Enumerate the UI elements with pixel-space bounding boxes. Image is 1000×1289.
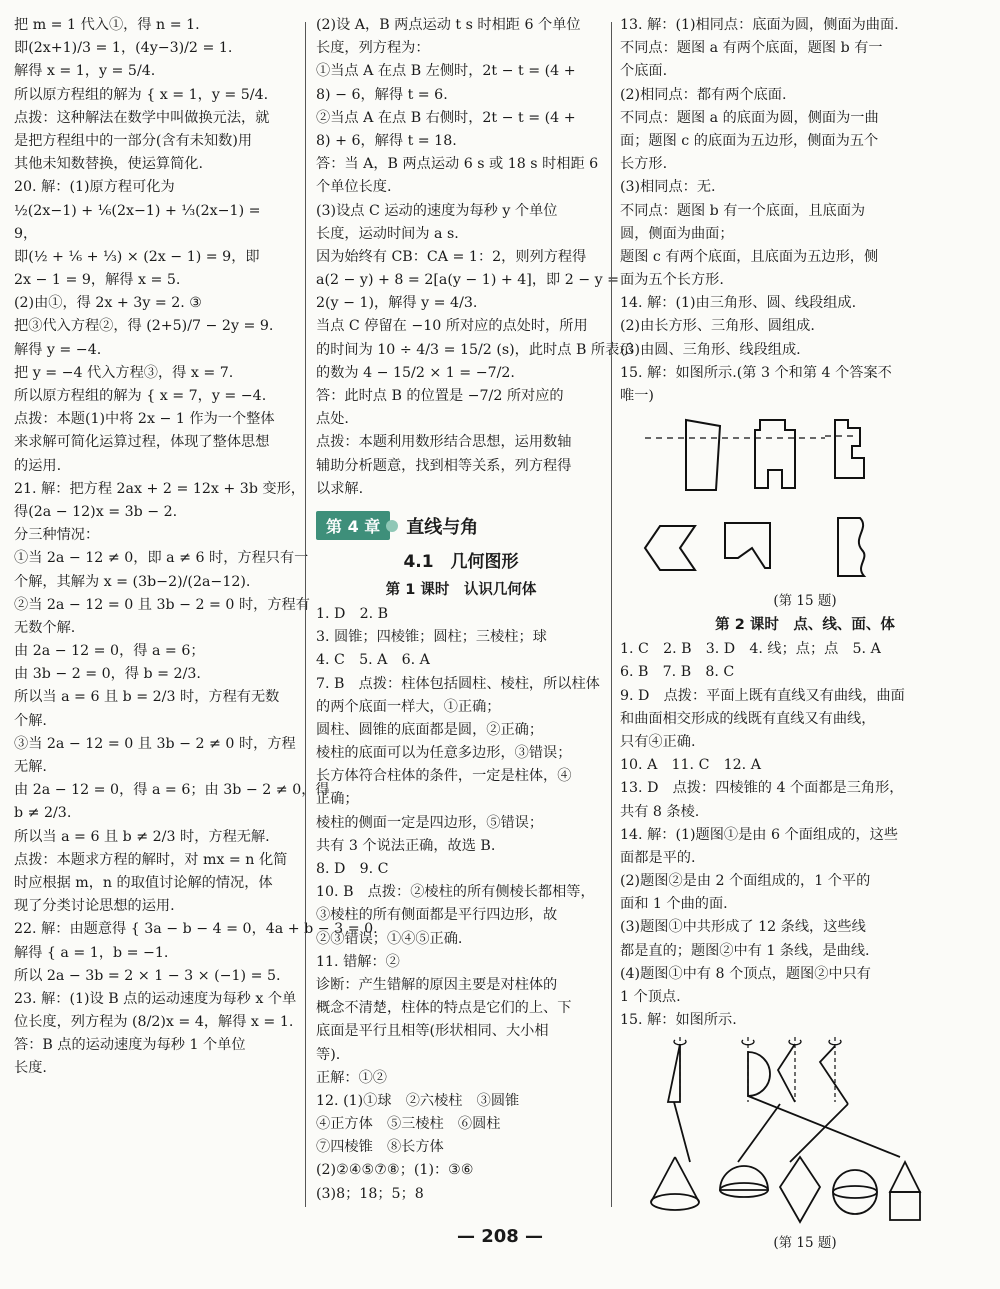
text-line: 圆柱、圆锥的底面都是圆，②正确； [316,721,544,738]
text-line: 点拨：本题求方程的解时，对 mx = n 化简 [14,851,288,868]
text-line: 14. 解：(1)由三角形、圆、线段组成. [620,295,857,312]
text-line: ②③错误；①④⑤正确. [316,930,463,947]
text-line: 个底面. [620,63,668,80]
text-line: 分三种情况： [14,527,100,544]
text-line: 所以当 a = 6 且 b ≠ 2/3 时，方程无解. [14,828,270,845]
text-line: ⑦四棱锥 ⑧长方体 [316,1139,444,1156]
text-line: 13. 解：(1)相同点：底面为圆，侧面为曲面. [620,17,899,33]
text-line: ½(2x−1) + ⅙(2x−1) + ⅓(2x−1) = [14,202,261,219]
text-line: 无解. [14,759,47,775]
text-line: (3)设点 C 运动的速度为每秒 y 个单位 [316,202,558,219]
text-line: ④正方体 ⑤三棱柱 ⑥圆柱 [316,1116,501,1133]
text-line: 1. D 2. B [316,605,389,622]
text-line: 圆，侧面为曲面； [620,225,734,242]
text-line: 把③代入方程②，得 (2+5)/7 − 2y = 9. [14,318,274,335]
text-line: 不同点：题图 a 的底面为圆，侧面为一曲 [620,109,879,126]
text-line: 2(y − 1)，解得 y = 4/3. [316,295,478,312]
text-line: ②当 2a − 12 = 0 且 3b − 2 = 0 时，方程有 [14,596,310,613]
column-right [620,14,990,1254]
text-line: 即(½ + ⅙ + ⅓) × (2x − 1) = 9，即 [14,248,260,265]
text-line: 23. 解：(1)设 B 点的运动速度为每秒 x 个单 [14,990,297,1007]
text-line: 7. B 点拨：柱体包括圆柱、棱柱，所以柱体 [316,675,600,692]
column-divider [611,22,612,1207]
text-line: 把 y = −4 代入方程③，得 x = 7. [14,364,234,381]
text-line: 长度. [14,1060,47,1077]
text-line: (2)相同点：都有两个底面. [620,86,787,103]
text-line: 面和 1 个曲的面. [620,896,728,913]
text-line: (2)②④⑤⑦⑧；(1)：③⑥ [316,1162,474,1179]
figure-15-views [620,408,990,590]
figure-caption: (第 15 题) [773,593,837,610]
text-line: 因为始终有 CB：CA = 1：2，则列方程得 [316,248,587,265]
text-line: 8) + 6，解得 t = 18. [316,132,457,149]
text-line: 正确； [316,791,359,808]
text-line: 共有 8 条棱. [620,803,700,820]
text-line: 不同点：题图 b 有一个底面，且底面为 [620,202,866,219]
text-line: 1 个顶点. [620,989,681,1005]
text-line: a(2 − y) + 8 = 2[a(y − 1) + 4]，即 2 − y = [316,272,620,289]
text-line: 棱柱的底面可以为任意多边形，③错误； [316,745,572,762]
text-line: 等). [316,1046,341,1063]
chapter-title: 直线与角 [406,516,479,538]
text-line: 解得 { a = 1，b = −1. [14,944,169,961]
text-line: 答：此时点 B 的位置是 −7/2 所对应的 [316,388,564,404]
text-line: 概念不清楚，柱体的特点是它们的上、下 [316,1000,572,1017]
text-line: (3)题图①中共形成了 12 条线，这些线 [620,919,866,936]
text-line: 长方形. [620,156,668,173]
text-line: (3)相同点：无. [620,179,716,196]
text-line: 现了分类讨论思想的运用. [14,898,175,915]
text-line: b ≠ 2/3. [14,805,72,822]
text-line: 长方体符合柱体的条件，一定是柱体，④ [316,768,572,785]
text-line: 个解. [14,712,47,729]
text-line: 即(2x+1)/3 = 1，(4y−3)/2 = 1. [14,40,233,57]
text-line: 的运用. [14,457,62,474]
text-line: 正解：①② [316,1069,387,1086]
text-line: (2)题图②是由 2 个面组成的，1 个平的 [620,873,871,890]
chapter-heading [316,509,606,543]
text-line: 唯一) [620,388,654,404]
text-line: 解得 y = −4. [14,341,102,358]
text-line: ①当 2a − 12 ≠ 0，即 a ≠ 6 时，方程只有一 [14,550,309,567]
text-line: 解得 x = 1，y = 5/4. [14,63,156,80]
text-line: ③当 2a − 12 = 0 且 3b − 2 ≠ 0 时，方程 [14,735,296,752]
text-line: (3)8；18；5；8 [316,1185,424,1202]
text-line: 点拨：本题(1)中将 2x − 1 作为一个整体 [14,411,275,428]
text-line: 个解，其解为 x = (3b−2)/(2a−12). [14,573,251,590]
text-line: 只有④正确. [620,733,696,750]
text-line: 的两个底面一样大，①正确； [316,698,501,715]
text-line: 8. D 9. C [316,861,389,877]
page-number: — 208 — [456,1226,544,1247]
lesson-title: 第 2 课时 点、线、面、体 [715,617,895,634]
chapter-dot-icon [386,520,398,532]
text-line: ①当点 A 在点 B 左侧时，2t − t = (4 + [316,63,576,80]
text-line: 长度，列方程为： [316,40,430,57]
text-line: 所以当 a = 6 且 b = 2/3 时，方程有无数 [14,689,280,706]
text-line: 个单位长度. [316,179,392,196]
text-line: 点拨：这种解法在数学中叫做换元法，就 [14,109,270,126]
text-line: 辅助分析题意，找到相等关系，列方程得 [316,457,572,474]
text-line: 棱柱的侧面一定是四边形，⑤错误； [316,814,544,831]
text-line: (2)设 A，B 两点运动 t s 时相距 6 个单位 [316,17,581,33]
text-line: 面都是平的. [620,849,696,866]
text-line: 9. D 点拨：平面上既有直线又有曲线，曲面 [620,687,905,704]
chapter-badge: 第 4 章 [316,511,390,540]
text-line: 由 3b − 2 = 0，得 b = 2/3. [14,666,201,683]
text-line: 由 2a − 12 = 0，得 a = 6；由 3b − 2 ≠ 0，得 [14,782,330,799]
text-line: 点拨：本题利用数形结合思想，运用数轴 [316,434,572,451]
text-line: 当点 C 停留在 −10 所对应的点处时，所用 [316,318,588,335]
text-line: ③棱柱的所有侧面都是平行四边形，故 [316,907,558,924]
text-line: ②当点 A 在点 B 右侧时，2t − t = (4 + [316,109,576,126]
text-line: 6. B 7. B 8. C [620,664,735,681]
text-line: 底面是平行且相等(形状相同、大小相 [316,1023,549,1040]
text-line: 9， [14,225,38,242]
text-line: (2)由①，得 2x + 3y = 2. ③ [14,295,203,312]
text-line: 答：B 点的运动速度为每秒 1 个单位 [14,1037,246,1054]
text-line: 点处. [316,411,349,428]
text-line: 都是直的；题图②中有 1 条线，是曲线. [620,942,870,959]
text-line: 答：当 A，B 两点运动 6 s 或 18 s 时相距 6 [316,156,599,173]
text-line: 10. B 点拨：②棱柱的所有侧棱长都相等， [316,884,595,901]
text-line: 4. C 5. A 6. A [316,652,430,669]
text-line: 20. 解：(1)原方程可化为 [14,179,175,196]
text-line: 15. 解：如图所示.(第 3 个和第 4 个答案不 [620,364,892,381]
text-line: 来求解可简化运算过程，体现了整体思想 [14,434,270,451]
text-line: 11. 错解：② [316,953,400,970]
text-line: 14. 解：(1)题图①是由 6 个面组成的，这些 [620,826,899,843]
text-line: (2)由长方形、三角形、圆组成. [620,318,815,335]
section-title: 4.1 几何图形 [403,551,519,572]
text-line: 2x − 1 = 9，解得 x = 5. [14,272,181,289]
text-line: 面为五个长方形. [620,272,724,289]
text-line: 22. 解：由题意得 { 3a − b − 4 = 0，4a + b − 3 = 0. [14,921,378,938]
text-line: 8) − 6，解得 t = 6. [316,86,448,103]
text-line: 13. D 点拨：四棱锥的 4 个面都是三角形， [620,780,904,797]
lesson-title: 第 1 课时 认识几何体 [385,581,537,598]
text-line: 其他未知数替换，使运算简化. [14,156,203,173]
text-line: (3)由圆、三角形、线段组成. [620,341,801,358]
text-line: 12. (1)①球 ②六棱柱 ③圆锥 [316,1092,520,1109]
text-line: 和曲面相交形成的线既有直线又有曲线， [620,710,876,727]
text-line: 21. 解：把方程 2ax + 2 = 12x + 3b 变形， [14,480,305,497]
text-line: 共有 3 个说法正确，故选 B. [316,837,496,854]
text-line: 15. 解：如图所示. [620,1012,737,1029]
text-line: 诊断：产生错解的原因主要是对柱体的 [316,976,558,993]
text-line: 面；题图 c 的底面为五边形，侧面为五个 [620,132,879,149]
text-line: 是把方程组中的一部分(含有未知数)用 [14,132,253,149]
text-line: 由 2a − 12 = 0，得 a = 6； [14,643,205,660]
text-line: 长度，运动时间为 a s. [316,225,459,242]
text-line: 不同点：题图 a 有两个底面，题图 b 有一 [620,40,883,57]
figure-caption: (第 15 题) [773,1235,837,1252]
text-line: 所以原方程组的解为 { x = 7，y = −4. [14,388,267,404]
text-line: 的数为 4 − 15/2 × 1 = −7/2. [316,364,515,381]
text-line: 的时间为 10 ÷ 4/3 = 15/2 (s)，此时点 B 所表示 [316,341,634,358]
column-divider [305,22,306,1207]
text-line: 3. 圆锥；四棱锥；圆柱；三棱柱；球 [316,629,547,646]
text-line: 无数个解. [14,619,76,636]
text-line: 得(2a − 12)x = 3b − 2. [14,503,178,520]
text-line: 以求解. [316,480,364,497]
column-middle [316,14,634,1206]
text-line: 时应根据 m，n 的取值讨论解的情况，体 [14,874,273,891]
text-line: 1. C 2. B 3. D 4. 线；点；点 5. A [620,641,881,658]
text-line: (4)题图①中有 8 个顶点，题图②中只有 [620,965,871,982]
text-line: 所以 2a − 3b = 2 × 1 − 3 × (−1) = 5. [14,967,281,984]
text-line: 10. A 11. C 12. A [620,757,761,774]
text-line: 题图 c 有两个底面，且底面为五边形，侧 [620,248,879,265]
figure-15-rotation [620,1032,990,1232]
text-line: 位长度，列方程为 (8/2)x = 4，解得 x = 1. [14,1014,294,1031]
text-line: 把 m = 1 代入①，得 n = 1. [14,17,200,33]
text-line: 所以原方程组的解为 { x = 1，y = 5/4. [14,86,269,103]
